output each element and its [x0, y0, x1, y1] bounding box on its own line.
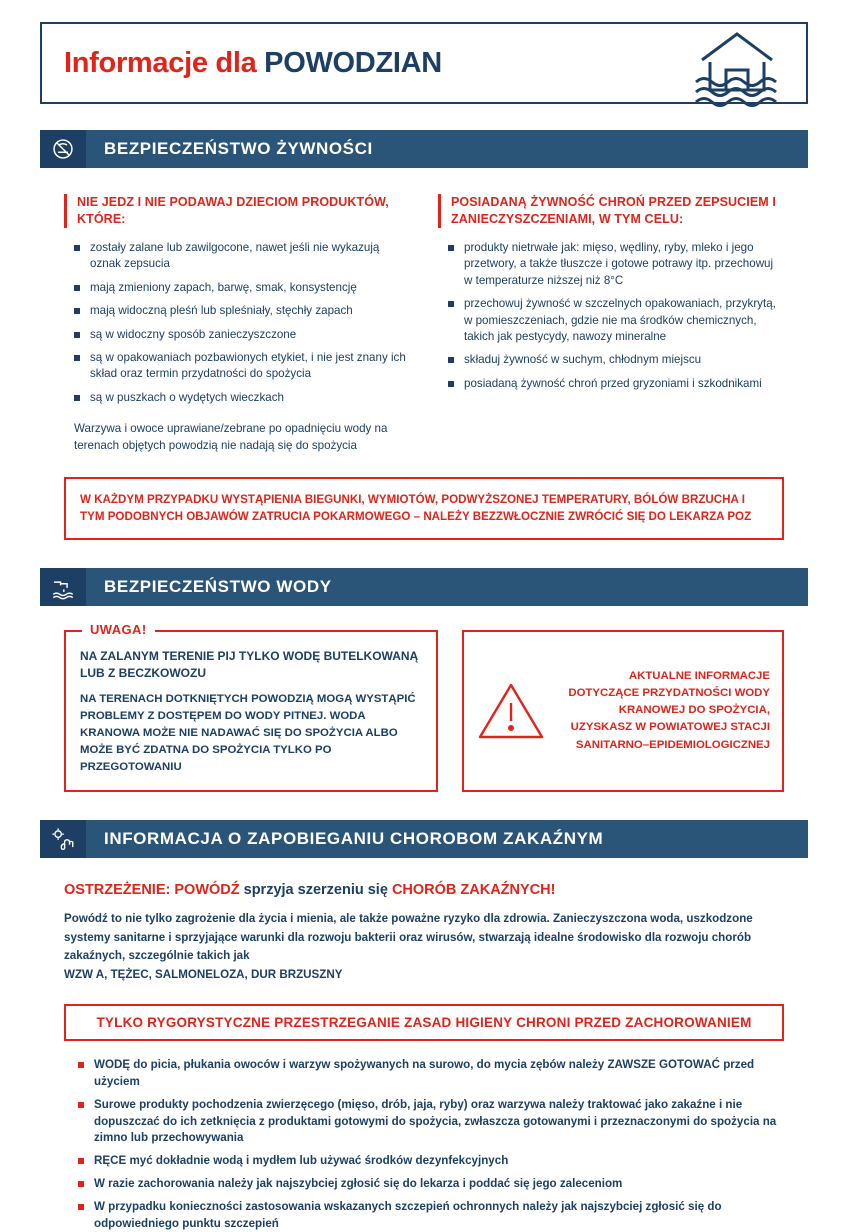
food-columns — [40, 186, 808, 455]
hygiene-list — [40, 1057, 808, 1232]
disease-paragraph-text: Powódź to nie tylko zagrożenie dla życia i mienia, ale także poważne ryzyko dla zdrowia. Zanieczyszczona woda, uszkodzone systemy sanitarne i sprzyjające warunki dla rozwoju bakterii oraz wirusów, stwarzają idealne środowisko dla rozwoju chorób zakaźnych, szczególnie takich jak — [64, 912, 753, 963]
list-item — [78, 1199, 784, 1232]
list-item: produkty nietrwałe jak: mięso, wędliny, ryby, mleko i jego przetwory, a także tłuszcze i gotowe potrawy itp. przechowuj w temperaturze niższej niż 8°C — [448, 240, 784, 289]
water-content — [40, 621, 808, 792]
food-right-heading: POSIADANĄ ŻYWNOŚĆ CHROŃ PRZED ZEPSUCIEM I ZANIECZYSZCZENIAMI, W TYM CELU: — [438, 194, 784, 228]
disease-paragraph-bold: WZW A, TĘŻEC, SALMONELOZA, DUR BRZUSZNY — [64, 967, 343, 981]
section-title-disease: INFORMACJA O ZAPOBIEGANIU CHOROBOM ZAKAŹNYM — [86, 820, 808, 858]
water-tap-icon — [40, 568, 86, 606]
list-item-text-tail: przed użyciem — [94, 1058, 755, 1089]
list-item-bold-lead: WODĘ — [94, 1058, 131, 1072]
uwaga-body-text: NA TERENACH DOTKNIĘTYCH POWODZIĄ MOGĄ WYSTĄPIĆ PROBLEMY Z DOSTĘPEM DO WODY PITNEJ. WODA KRANOWA MOŻE NIE NADAWAĆ SIĘ DO SPOŻYCIA ALBO MOŻE BYĆ ZDATNA DO SPOŻYCIA TYLKO PO PRZEGOTOWANIU — [80, 692, 416, 773]
food-left-heading: NIE JEDZ I NIE PODAWAJ DZIECIOM PRODUKTÓW, KTÓRE: — [64, 194, 410, 228]
water-info-box — [462, 630, 784, 792]
uwaga-label: UWAGA! — [82, 622, 155, 637]
list-item-text: Surowe produkty pochodzenia zwierzęcego (mięso, drób, jaja, ryby) oraz warzywa należy traktować jako zakaźne i nie dopuszczać do ich zetknięcia z produktami gotowymi do spożycia, zwłaszcza gotowanymi i przeznaczonymi do spożycia na zimno lub przechowywania — [94, 1097, 777, 1145]
page-title-part-2: POWODZIAN — [264, 46, 442, 79]
list-item: zostały zalane lub zawilgocone, nawet jeśli nie wykazują oznak zepsucia — [74, 240, 410, 273]
flooded-house-icon — [682, 16, 792, 112]
list-item: składuj żywność w suchym, chłodnym miejscu — [448, 352, 784, 368]
list-item-text: W przypadku konieczności zastosowania wskazanych szczepień ochronnych należy jak najszybciej zgłosić się do odpowiedniego punktu szczepień — [94, 1199, 722, 1230]
list-item — [78, 1153, 784, 1170]
list-item: przechowuj żywność w szczelnych opakowaniach, przykrytą, w pomieszczeniach, gdzie nie ma środków chemicznych, takich jak pestycydy, nawozy mineralne — [448, 296, 784, 345]
food-left-note: Warzywa i owoce uprawiane/zebrane po opadnięciu wody na terenach objętych powodzią nie nadają się do spożycia — [74, 422, 388, 453]
list-item: są w puszkach o wydętych wieczkach — [74, 390, 410, 406]
warning-triangle-icon — [476, 679, 546, 743]
list-item-text: myć dokładnie wodą i mydłem lub używać środków dezynfekcyjnych — [126, 1154, 509, 1168]
list-item: mają zmieniony zapach, barwę, smak, konsystencję — [74, 280, 410, 296]
list-item-text: do picia, płukania owoców i warzyw spożywanych na surowo, do mycia zębów należy — [130, 1058, 608, 1072]
disease-heading-part-3: CHORÓB ZAKAŹNYCH! — [391, 882, 556, 899]
page-title-part-1: Informacje dla — [64, 46, 265, 79]
uwaga-box — [64, 621, 438, 792]
disease-heading-part-2: sprzyja szerzeniu się — [243, 882, 392, 899]
no-food-icon — [40, 130, 86, 168]
list-item: są w opakowaniach pozbawionych etykiet, i nie jest znany ich skład oraz termin przydatności do spożycia — [74, 350, 410, 383]
list-item-text: W razie zachorowania należy jak najszybciej zgłosić się do lekarza i poddać się jego zaleceniom — [94, 1177, 623, 1191]
list-item-bold-inner: ZAWSZE GOTOWAĆ — [607, 1058, 720, 1072]
germ-hand-icon — [40, 820, 86, 858]
section-title-food: BEZPIECZEŃSTWO ŻYWNOŚCI — [86, 130, 808, 168]
list-item — [78, 1057, 784, 1091]
disease-warning-heading — [40, 876, 808, 898]
disease-heading-part-1: OSTRZEŻENIE: POWÓDŹ — [64, 882, 244, 899]
section-title-water: BEZPIECZEŃSTWO WODY — [86, 568, 808, 606]
section-bar-food — [40, 130, 808, 168]
food-alert-bold: NALEŻY BEZZWŁOCZNIE ZWRÓCIĆ SIĘ DO LEKARZA POZ — [423, 510, 752, 524]
food-right-list — [438, 240, 784, 393]
hygiene-banner: TYLKO RYGORYSTYCZNE PRZESTRZEGANIE ZASAD HIGIENY CHRONI PRZED ZACHOROWANIEM — [64, 1004, 784, 1041]
list-item: są w widoczny sposób zanieczyszczone — [74, 327, 410, 343]
section-bar-water — [40, 568, 808, 606]
uwaga-strong-text: NA ZALANYM TERENIE PIJ TYLKO WODĘ BUTELKOWANĄ LUB Z BECZKOWOZU — [80, 648, 419, 681]
section-bar-disease — [40, 820, 808, 858]
food-column-right — [438, 194, 784, 455]
food-left-list — [64, 240, 410, 407]
water-info-text: AKTUALNE INFORMACJE DOTYCZĄCE PRZYDATNOŚCI WODY KRANOWEJ DO SPOŻYCIA, UZYSKASZ W POWIATOWEJ STACJI SANITARNO–EPIDEMIOLOGICZNEJ — [568, 670, 770, 751]
list-item-bold-lead: RĘCE — [94, 1154, 127, 1168]
disease-paragraph — [40, 910, 808, 984]
food-column-left — [64, 194, 410, 455]
list-item: posiadaną żywność chroń przed gryzoniami i szkodnikami — [448, 376, 784, 392]
poster-header — [40, 22, 808, 104]
food-alert-box — [64, 477, 784, 540]
list-item: mają widoczną pleśń lub spleśniały, stęchły zapach — [74, 303, 410, 319]
list-item — [78, 1097, 784, 1147]
food-alert-text: W KAŻDYM PRZYPADKU WYSTĄPIENIA BIEGUNKI, WYMIOTÓW, PODWYŻSZONEJ TEMPERATURY, BÓLÓW BRZUCHA I TYM PODOBNYCH OBJAWÓW ZATRUCIA POKARMOWEGO – — [80, 492, 745, 524]
list-item — [78, 1176, 784, 1193]
page-title — [42, 47, 442, 80]
